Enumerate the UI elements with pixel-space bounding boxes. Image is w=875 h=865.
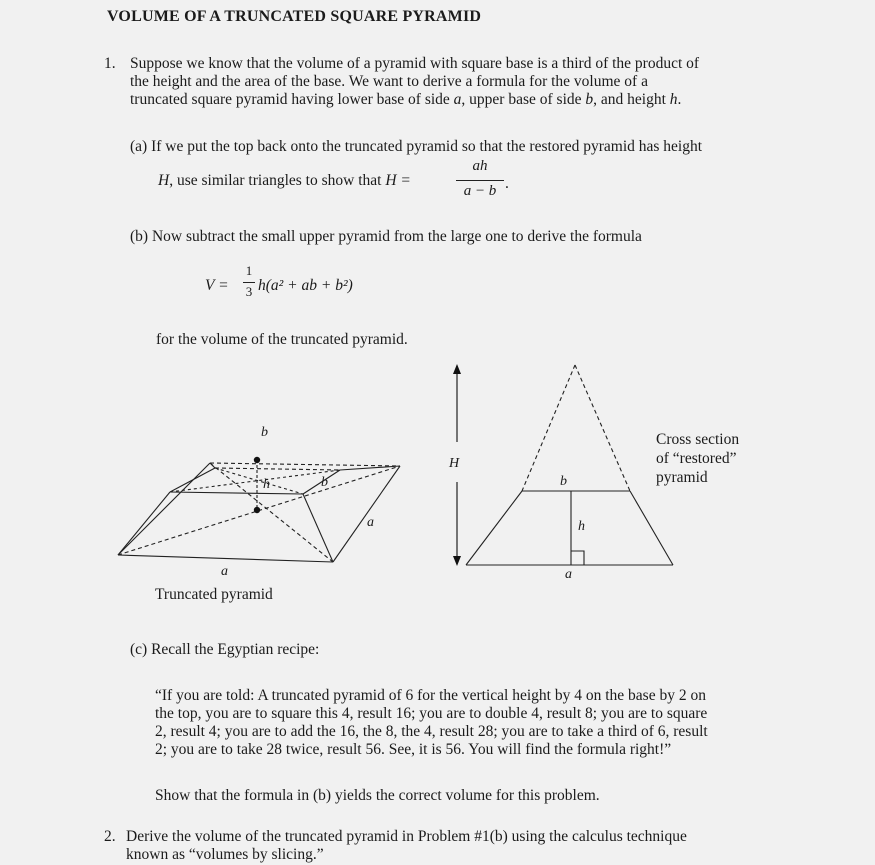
part-a-line-2: H, use similar triangles to show that H = [158,172,411,189]
arrow-down-head [453,556,461,566]
label-inner-h: h [263,477,270,492]
label-section-b: b [560,474,567,489]
label-upper-b: b [261,425,268,440]
section-right-edge [630,491,673,565]
page-title: VOLUME OF A TRUNCATED SQUARE PYRAMID [107,8,482,25]
part-a-numerator: ah [472,158,488,174]
problem-1-line-3: truncated square pyramid having lower base of side a, upper base of side b, and height h. [130,91,682,108]
base-diagonal-2 [210,463,333,562]
problem-1-line-1: Suppose we know that the volume of a pyramid with square base is a third of the product of [130,55,700,72]
formula-denominator: 3 [245,284,253,299]
top-diagonal-2 [215,468,303,494]
figure-caption: Truncated pyramid [155,586,273,603]
formula-rest: h(a² + ab + b²) [258,277,353,294]
apex-left-dashed [522,365,575,491]
section-left-edge [466,491,522,565]
label-section-a: a [565,567,572,582]
lateral-edge-front-left [118,492,170,555]
formula-numerator: 1 [245,263,253,278]
right-angle-mark [571,551,584,565]
problem-2-line-2: known as “volumes by slicing.” [126,846,324,863]
formula-lhs: V = [205,277,229,294]
part-a-line-1: (a) If we put the top back onto the truncated pyramid so that the restored pyramid has height [130,138,703,155]
label-bottom-a: a [221,564,228,579]
problem-1-number: 1. [104,55,116,72]
cross-section-label: Cross section of “restored” pyramid [656,431,740,486]
lateral-edge-front-right [303,494,333,562]
apex-right-dashed [575,365,630,491]
problem-1-line-2: the height and the area of the base. We want to derive a formula for the volume of a [130,73,648,90]
problem-2-line-1: Derive the volume of the truncated pyramid in Problem #1(b) using the calculus technique [126,828,687,845]
base-back-edge [210,463,400,466]
label-section-h: h [578,519,585,534]
part-b-line-1: (b) Now subtract the small upper pyramid from the large one to derive the formula [130,228,642,245]
label-H: H [449,456,460,471]
part-c-show: Show that the formula in (b) yields the correct volume for this problem. [155,787,600,804]
top-front-edge [170,492,303,494]
lateral-edge-back-right [340,466,400,470]
arrow-up-head [453,364,461,374]
base-right-edge [333,466,400,562]
quote-line-2: the top, you are to square this 4, result 16; you are to double 4, result 8; you are to square [155,705,708,722]
base-left-edge [118,463,210,555]
label-inner-b: b [321,475,328,490]
part-a-denominator: a − b [463,183,497,199]
base-front-edge [118,555,333,562]
part-a-period: . [505,175,509,192]
label-side-a: a [367,515,374,530]
quote-line-3: 2, result 4; you are to add the 16, the 8, the 4, result 28; you are to take a third of 6, result [155,723,708,740]
top-diagonal-1 [170,470,340,492]
top-back-edge [215,468,340,470]
top-center-dot [254,457,260,463]
quote-line-4: 2; you are to take 28 twice, result 56. See, it is 56. You will find the formula right!” [155,741,672,758]
part-b-line-2: for the volume of the truncated pyramid. [156,331,408,348]
base-center-dot [254,507,260,513]
part-c-line-1: (c) Recall the Egyptian recipe: [130,641,320,658]
problem-2-number: 2. [104,828,116,845]
top-left-edge [170,468,215,492]
cross-section-figure [466,365,673,565]
quote-line-1: “If you are told: A truncated pyramid of 6 for the vertical height by 4 on the base by 2 on [155,687,706,704]
